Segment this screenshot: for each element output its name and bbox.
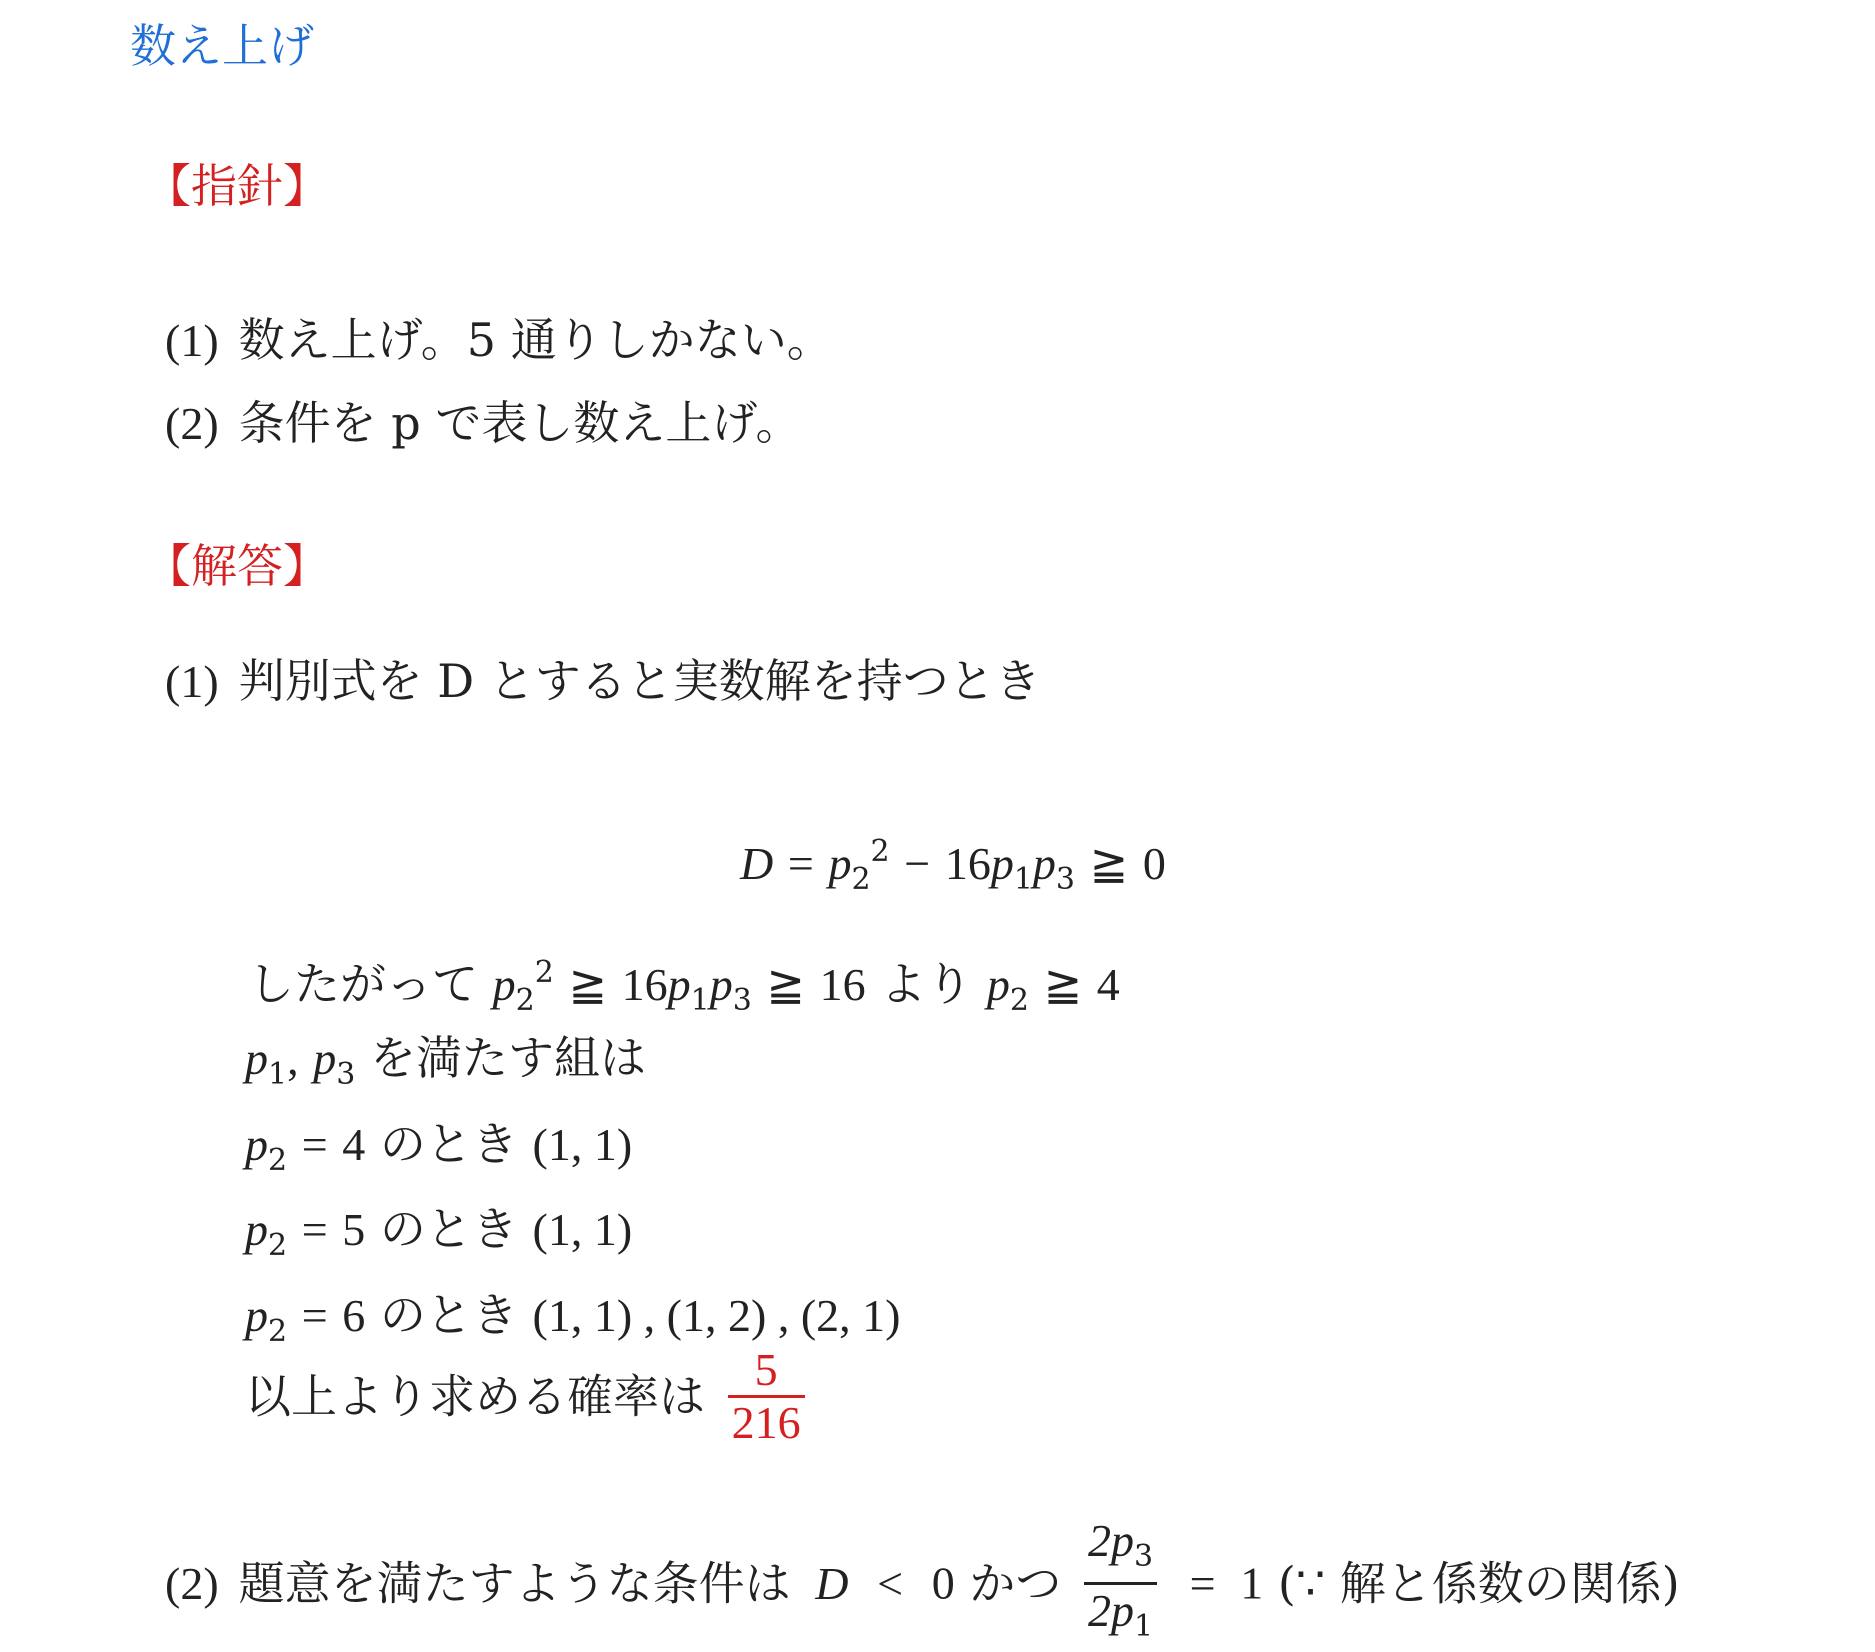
intro-text: 判別式を D とすると実数解を持つとき <box>238 654 1041 708</box>
answer-heading: 【解答】 <box>145 539 329 593</box>
math-pairs: (1, 1) <box>532 1119 633 1170</box>
text: したがって <box>248 957 478 1011</box>
math-var: p <box>986 959 1010 1010</box>
math-var-p3: p <box>1032 838 1056 889</box>
math-sub: 2 <box>268 1143 288 1178</box>
math-sub: 1 <box>1133 1609 1154 1644</box>
math-num: 16 <box>621 959 668 1010</box>
math-sub: 2 <box>515 983 535 1018</box>
math-sub: 1 <box>268 1057 288 1092</box>
math-sub: 3 <box>1133 1539 1154 1574</box>
math-eq: = <box>301 1290 328 1341</box>
math-var: p <box>492 959 516 1010</box>
math-sub: 2 <box>1009 983 1029 1018</box>
math-geq: ≧ <box>568 959 607 1010</box>
math-zero: 0 <box>1142 838 1166 889</box>
hint-heading: 【指針】 <box>145 159 329 213</box>
answer-part-2 <box>165 1515 1680 1652</box>
math-term: 2p <box>1087 1585 1134 1636</box>
math-sub: 3 <box>732 983 752 1018</box>
answer-part-1-intro <box>165 653 1041 710</box>
math-eq: = <box>301 1204 328 1255</box>
hint-text: 条件を p で表し数え上げ。 <box>238 396 802 450</box>
math-sub: 1 <box>1013 862 1033 897</box>
math-sub: 1 <box>690 983 710 1018</box>
math-var-p2: p <box>828 838 852 889</box>
math-var: p <box>709 959 733 1010</box>
math-pairs: (1, 1) <box>532 1204 633 1255</box>
math-zero: 0 <box>931 1557 955 1609</box>
math-num: 16 <box>819 959 866 1010</box>
math-num: 5 <box>342 1204 366 1255</box>
math-sup: 2 <box>534 955 554 990</box>
topic-title[interactable]: 数え上げ <box>130 19 314 73</box>
item-number: (2) <box>165 1557 219 1609</box>
text: 以上より求める確率は <box>245 1369 705 1424</box>
math-geq: ≧ <box>1043 959 1083 1010</box>
math-var: p <box>245 1119 268 1170</box>
fraction-denominator: 216 <box>728 1395 805 1448</box>
item-number: (1) <box>165 656 219 707</box>
math-sub: 2 <box>268 1228 288 1263</box>
math-term: 2p <box>1087 1515 1134 1566</box>
math-var-p1: p <box>990 838 1014 889</box>
math-sub: 2 <box>851 862 871 897</box>
therefore-line <box>248 945 1120 1029</box>
text: かつ <box>969 1556 1062 1611</box>
math-minus: − <box>904 838 931 889</box>
fraction-denominator <box>1084 1582 1157 1652</box>
text: を満たす組は <box>369 1031 646 1085</box>
case-line-1 <box>245 1116 632 1189</box>
math-var: p <box>667 959 691 1010</box>
hint-text: 数え上げ。5 通りしかない。 <box>238 313 833 367</box>
math-one: 1 <box>1240 1557 1264 1609</box>
case-line-2 <box>245 1201 632 1274</box>
math-sub: 3 <box>1055 862 1076 897</box>
math-pairs: (1, 1) , (1, 2) , (2, 1) <box>532 1290 901 1341</box>
discriminant-equation <box>740 824 1166 908</box>
math-geq: ≧ <box>766 959 805 1010</box>
math-num: 6 <box>342 1290 366 1341</box>
math-var-d: D <box>815 1557 849 1609</box>
math-num: 4 <box>1096 959 1120 1010</box>
probability-fraction <box>728 1345 805 1448</box>
math-sub: 3 <box>336 1057 356 1092</box>
math-var: p <box>313 1033 337 1084</box>
fraction-numerator <box>1084 1515 1157 1582</box>
math-sup: 2 <box>870 834 890 869</box>
math-var: p <box>245 1290 268 1341</box>
math-comma: , <box>287 1033 299 1084</box>
math-num: 4 <box>342 1119 366 1170</box>
math-eq: = <box>301 1119 328 1170</box>
text: 題意を満たすような条件は <box>238 1556 791 1611</box>
hint-item-2 <box>165 395 802 452</box>
reason-text: (∵ 解と係数の関係) <box>1277 1556 1680 1611</box>
math-var: p <box>245 1204 268 1255</box>
math-var-d: D <box>740 838 774 889</box>
ratio-fraction <box>1084 1515 1157 1652</box>
text: のとき <box>379 1117 518 1171</box>
conclusion-line <box>245 1345 813 1448</box>
math-eq: = <box>1189 1557 1216 1609</box>
math-sub: 2 <box>268 1314 288 1349</box>
hint-item-1 <box>165 312 833 369</box>
math-var: p <box>245 1033 268 1084</box>
fraction-numerator: 5 <box>754 1344 778 1395</box>
math-geq: ≧ <box>1089 838 1129 889</box>
item-number: (2) <box>165 398 219 449</box>
pairs-intro-line <box>245 1030 646 1103</box>
text: のとき <box>379 1202 518 1256</box>
text: のとき <box>379 1288 518 1342</box>
math-coef: 16 <box>944 838 991 889</box>
item-number: (1) <box>165 315 219 366</box>
math-eq: = <box>787 838 814 889</box>
text: より <box>880 957 973 1011</box>
math-lt: < <box>877 1557 904 1609</box>
